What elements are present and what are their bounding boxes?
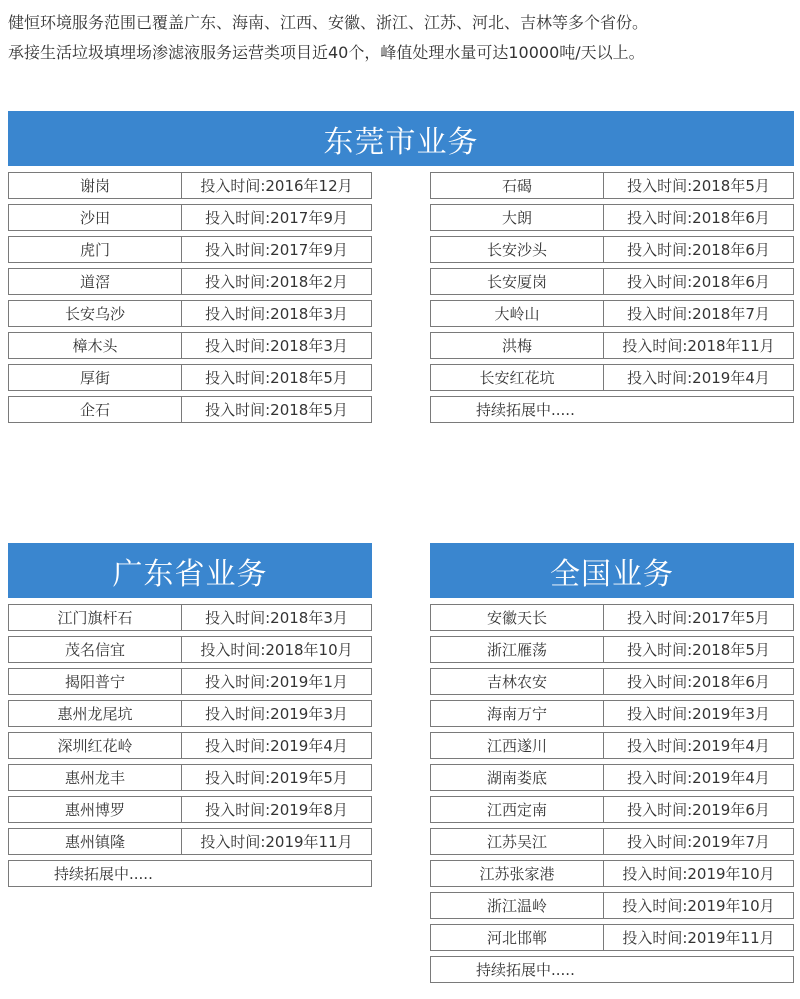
table-row — [8, 764, 372, 791]
table-row — [430, 236, 794, 263]
project-name: 湖南娄底 — [431, 765, 604, 790]
more-row — [430, 956, 794, 983]
start-date: 投入时间:2016年12月 — [200, 177, 353, 195]
table-row — [8, 732, 372, 759]
start-date: 投入时间:2018年10月 — [200, 641, 353, 659]
start-date: 投入时间:2018年5月 — [627, 177, 770, 195]
project-name: 吉林农安 — [431, 669, 604, 694]
start-date: 投入时间:2019年4月 — [627, 369, 770, 387]
project-name: 企石 — [9, 397, 182, 422]
project-name: 长安沙头 — [431, 237, 604, 262]
project-name: 江西定南 — [431, 797, 604, 822]
more-row — [8, 860, 372, 887]
project-name: 浙江温岭 — [431, 893, 604, 918]
project-name: 深圳红花岭 — [9, 733, 182, 758]
table-row — [8, 636, 372, 663]
project-name: 浙江雁荡 — [431, 637, 604, 662]
table-row — [8, 172, 372, 199]
start-date: 投入时间:2019年3月 — [627, 705, 770, 723]
project-name: 惠州镇隆 — [9, 829, 182, 854]
project-name: 惠州博罗 — [9, 797, 182, 822]
table-row — [8, 828, 372, 855]
table-row — [430, 604, 794, 631]
start-date: 投入时间:2018年5月 — [627, 641, 770, 659]
project-name: 江门旗杆石 — [9, 605, 182, 630]
start-date: 投入时间:2019年4月 — [205, 737, 348, 755]
guangdong-table — [8, 604, 372, 892]
project-name: 大岭山 — [431, 301, 604, 326]
project-name: 惠州龙丰 — [9, 765, 182, 790]
project-name: 洪梅 — [431, 333, 604, 358]
start-date: 投入时间:2019年10月 — [622, 897, 775, 915]
table-row — [8, 796, 372, 823]
table-row — [8, 396, 372, 423]
table-row — [430, 860, 794, 887]
table-row — [430, 204, 794, 231]
table-row — [430, 364, 794, 391]
guangdong-section-banner: 广东省业务 — [8, 543, 372, 598]
table-row — [8, 236, 372, 263]
project-name: 安徽天长 — [431, 605, 604, 630]
table-row — [430, 300, 794, 327]
start-date: 投入时间:2018年7月 — [627, 305, 770, 323]
start-date: 投入时间:2019年5月 — [205, 769, 348, 787]
expanding-note: 持续拓展中..... — [476, 401, 575, 419]
table-row — [430, 892, 794, 919]
start-date: 投入时间:2019年11月 — [200, 833, 353, 851]
table-row — [430, 828, 794, 855]
table-row — [8, 204, 372, 231]
project-name: 河北邯郸 — [431, 925, 604, 950]
more-row — [430, 396, 794, 423]
table-row — [430, 732, 794, 759]
national-section-banner: 全国业务 — [430, 543, 794, 598]
start-date: 投入时间:2017年9月 — [205, 241, 348, 259]
start-date: 投入时间:2018年6月 — [627, 241, 770, 259]
intro-line-1: 健恒环境服务范围已覆盖广东、海南、江西、安徽、浙江、江苏、河北、吉林等多个省份。 — [8, 13, 649, 32]
start-date: 投入时间:2019年3月 — [205, 705, 348, 723]
table-row — [430, 332, 794, 359]
start-date: 投入时间:2018年3月 — [205, 337, 348, 355]
project-name: 长安厦岗 — [431, 269, 604, 294]
start-date: 投入时间:2019年11月 — [622, 929, 775, 947]
table-row — [430, 668, 794, 695]
project-name: 长安乌沙 — [9, 301, 182, 326]
project-name: 长安红花坑 — [431, 365, 604, 390]
project-name: 大朗 — [431, 205, 604, 230]
start-date: 投入时间:2018年11月 — [622, 337, 775, 355]
expanding-note: 持续拓展中..... — [54, 865, 153, 883]
project-name: 谢岗 — [9, 173, 182, 198]
start-date: 投入时间:2018年6月 — [627, 209, 770, 227]
table-row — [430, 172, 794, 199]
table-row — [430, 636, 794, 663]
start-date: 投入时间:2019年1月 — [205, 673, 348, 691]
start-date: 投入时间:2019年7月 — [627, 833, 770, 851]
start-date: 投入时间:2018年5月 — [205, 401, 348, 419]
expanding-note: 持续拓展中..... — [476, 961, 575, 979]
table-row — [430, 924, 794, 951]
project-name: 海南万宁 — [431, 701, 604, 726]
table-row — [8, 700, 372, 727]
start-date: 投入时间:2019年10月 — [622, 865, 775, 883]
table-row — [430, 796, 794, 823]
start-date: 投入时间:2017年9月 — [205, 209, 348, 227]
table-row — [8, 300, 372, 327]
project-name: 江西遂川 — [431, 733, 604, 758]
national-table — [430, 604, 794, 988]
start-date: 投入时间:2018年6月 — [627, 673, 770, 691]
table-row — [430, 700, 794, 727]
table-row — [430, 268, 794, 295]
intro-line-2: 承接生活垃圾填埋场渗滤液服务运营类项目近40个，峰值处理水量可达10000吨/天以上。 — [8, 43, 645, 62]
start-date: 投入时间:2018年3月 — [205, 609, 348, 627]
dongguan-table-left — [8, 172, 372, 428]
project-name: 江苏吴江 — [431, 829, 604, 854]
table-row — [8, 332, 372, 359]
project-name: 厚街 — [9, 365, 182, 390]
project-name: 道滘 — [9, 269, 182, 294]
start-date: 投入时间:2019年8月 — [205, 801, 348, 819]
project-name: 惠州龙尾坑 — [9, 701, 182, 726]
start-date: 投入时间:2019年6月 — [627, 801, 770, 819]
start-date: 投入时间:2019年4月 — [627, 737, 770, 755]
project-name: 揭阳普宁 — [9, 669, 182, 694]
table-row — [8, 364, 372, 391]
project-name: 沙田 — [9, 205, 182, 230]
project-name: 石碣 — [431, 173, 604, 198]
table-row — [8, 668, 372, 695]
dongguan-section-banner: 东莞市业务 — [8, 111, 794, 166]
table-row — [8, 268, 372, 295]
table-row — [430, 764, 794, 791]
start-date: 投入时间:2018年2月 — [205, 273, 348, 291]
project-name: 樟木头 — [9, 333, 182, 358]
start-date: 投入时间:2017年5月 — [627, 609, 770, 627]
start-date: 投入时间:2018年6月 — [627, 273, 770, 291]
dongguan-table-right — [430, 172, 794, 428]
start-date: 投入时间:2019年4月 — [627, 769, 770, 787]
intro-text — [8, 8, 648, 68]
project-name: 茂名信宜 — [9, 637, 182, 662]
project-name: 虎门 — [9, 237, 182, 262]
table-row — [8, 604, 372, 631]
start-date: 投入时间:2018年3月 — [205, 305, 348, 323]
project-name: 江苏张家港 — [431, 861, 604, 886]
start-date: 投入时间:2018年5月 — [205, 369, 348, 387]
